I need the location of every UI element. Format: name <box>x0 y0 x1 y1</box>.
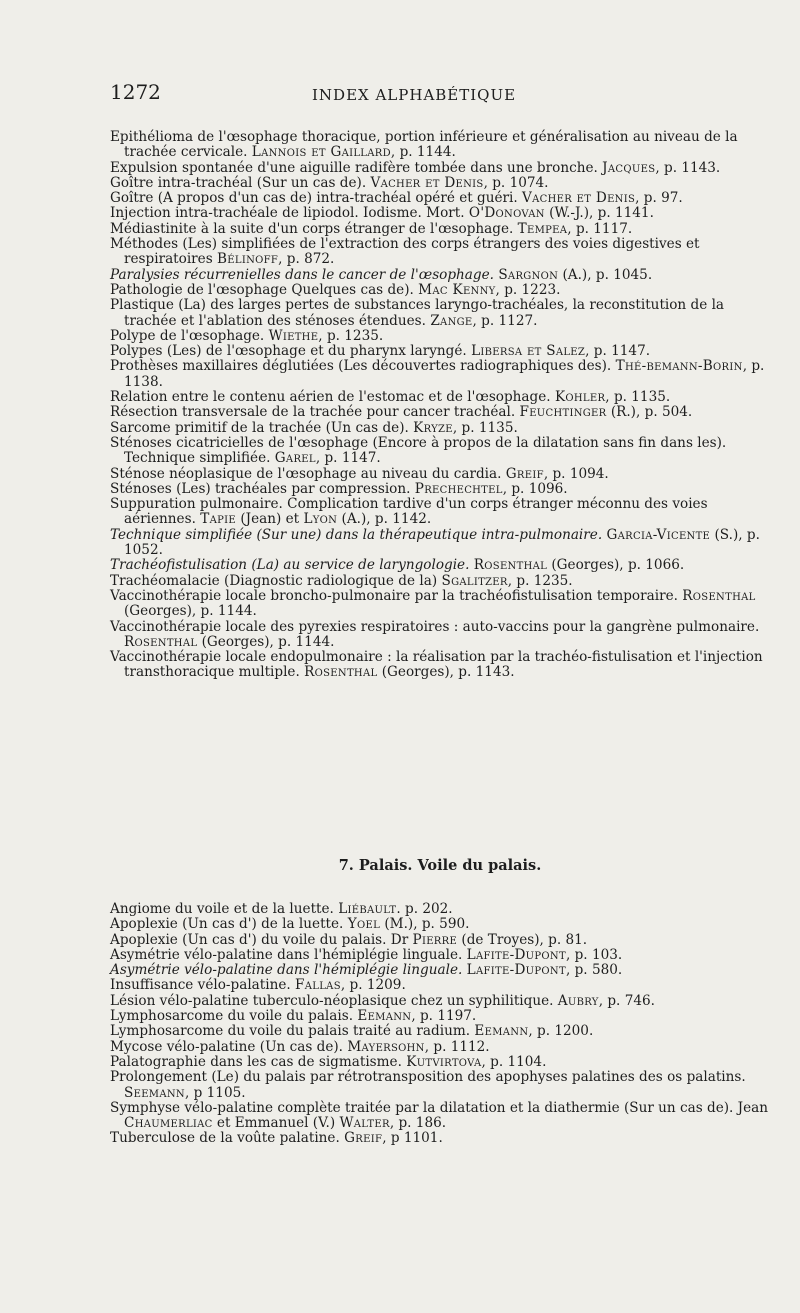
entry-text: Tuberculose de la voûte palatine. <box>110 1130 345 1147</box>
entry-author: Lannois et Gaillard <box>251 144 391 161</box>
index-entry <box>110 1055 770 1070</box>
entry-author: Kutvirtova <box>406 1053 482 1070</box>
index-entry <box>110 176 770 191</box>
entry-text: Goître intra-trachéal (Sur un cas de). <box>110 174 371 191</box>
entry-text: Insuffisance vélo-palatine. <box>110 977 296 994</box>
entry-text: , p. 1096. <box>502 480 568 497</box>
entry-text: Polypes (Les) de l'œsophage et du pharynx laryngé. <box>110 343 472 360</box>
entry-author: Tempea <box>517 220 568 237</box>
index-entry <box>110 994 770 1009</box>
entry-author: Tapie <box>200 511 236 528</box>
index-entry <box>110 917 770 932</box>
entry-text: , p. 746. <box>598 992 655 1009</box>
entry-author: O'Donovan <box>468 205 545 222</box>
entry-text: Suppuration pulmonaire. Complication tardive d'un corps étranger méconnu des voies aériennes. <box>110 496 708 528</box>
index-entry <box>110 467 770 482</box>
entry-author: Eemann <box>474 1023 529 1040</box>
entry-text: Apoplexie (Un cas d') du voile du palais. Dr <box>110 931 413 948</box>
entry-author: Aubry <box>557 992 599 1009</box>
index-entry <box>110 206 770 221</box>
entry-text: , p. 1144. <box>390 144 456 161</box>
entry-author: Mac Kenny <box>418 281 496 298</box>
entry-author: Greif <box>344 1130 383 1147</box>
entry-text: (S.), p. 1052. <box>124 526 760 559</box>
entry-text: , p. 1235. <box>318 327 384 344</box>
entry-author: Thé-bemann-Borin <box>615 358 743 375</box>
entry-text: , p. 1074. <box>483 174 549 191</box>
entry-text: , p. 97. <box>635 190 683 207</box>
entry-text: Symphyse vélo-palatine complète traitée par la dilatation et la diathermie (Sur un cas de). Jean <box>110 1099 769 1116</box>
entry-author: Jacques <box>602 159 656 176</box>
entry-text: Injection intra-trachéale de lipiodol. Iodisme. Mort. <box>110 205 469 222</box>
entry-text: (R.), p. 504. <box>606 404 693 421</box>
entry-text: (de Troyes), p. 81. <box>457 931 588 948</box>
entry-author: Prechechtel <box>414 480 503 497</box>
entry-text: (M.), p. 590. <box>380 916 470 933</box>
entry-text: Lésion vélo-palatine tuberculo-néoplasique chez un syphilitique. <box>110 992 558 1009</box>
entry-text: (A.), p. 1045. <box>558 266 653 283</box>
entry-text: Asymétrie vélo-palatine dans l'hémiplégie linguale. <box>110 946 467 963</box>
entry-text: Expulsion spontanée d'une aiguille radifère tombée dans une bronche. <box>110 159 603 176</box>
entry-author: Bélinoff <box>217 251 279 268</box>
entry-text: Trachéomalacie (Diagnostic radiologique de la) <box>110 572 442 589</box>
entry-text: , p. 186. <box>389 1115 447 1132</box>
entry-text: Sténoses cicatricielles de l'œsophage (Encore à propos de la dilatation sans fin dans les). Technique simplifiée. <box>110 434 727 467</box>
entry-text: , p. 1147. <box>315 450 381 467</box>
index-entry <box>110 1009 770 1024</box>
entry-text: Lymphosarcome du voile du palais traité au radium. <box>110 1023 475 1040</box>
index-entry <box>110 390 770 405</box>
index-entry <box>110 268 770 283</box>
index-entry <box>110 482 770 497</box>
entry-author: Rosenthal <box>124 633 198 650</box>
entry-author: Pierre <box>412 931 458 948</box>
entry-text: Vaccinothérapie locale broncho-pulmonaire par la trachéofistulisation temporaire. <box>110 587 683 604</box>
entry-text: , p. 1112. <box>424 1038 490 1055</box>
entry-author: Vacher et Denis <box>522 190 636 207</box>
index-entry <box>110 589 770 620</box>
entry-author: Seemann <box>124 1084 185 1101</box>
entry-author: Chaumerliac <box>124 1115 213 1132</box>
index-entry <box>110 1131 770 1146</box>
index-entry <box>110 1040 770 1055</box>
entry-author: Libersa et Salez <box>471 343 586 360</box>
entry-text: , p. 1135. <box>452 419 518 436</box>
index-entry <box>110 963 770 978</box>
index-entry <box>110 558 770 573</box>
index-entry <box>110 650 770 681</box>
entry-text: . p. 202. <box>396 901 453 917</box>
entry-author: Yoel <box>347 916 381 933</box>
index-entry <box>110 405 770 420</box>
entry-text: , p. 103. <box>565 946 623 963</box>
entry-text: Médiastinite à la suite d'un corps étranger de l'œsophage. <box>110 220 518 237</box>
index-entry <box>110 130 770 161</box>
entry-text: , p. 872. <box>278 251 335 268</box>
entry-title-italic: Paralysies récurrenielles dans le cancer de l'œsophage. <box>110 266 494 283</box>
entry-text: , p. 1235. <box>507 572 573 589</box>
entry-text: Relation entre le contenu aérien de l'estomac et de l'œsophage. <box>110 389 555 406</box>
entry-author: Garel <box>274 450 316 467</box>
index-entry <box>110 620 770 651</box>
section-title: 7. Palais. Voile du palais. <box>338 857 542 874</box>
index-entry <box>110 436 770 467</box>
index-entry <box>110 161 770 176</box>
entry-text: , p. 1200. <box>528 1023 594 1040</box>
entry-text: Sténoses (Les) trachéales par compression. <box>110 480 415 497</box>
entry-text: , p. 1104. <box>481 1053 547 1070</box>
index-entry <box>110 948 770 963</box>
entry-text: (Georges), p. 1066. <box>547 557 685 574</box>
entry-text: Vaccinothérapie locale endopulmonaire : la réalisation par la trachéo-fistulisation et l'injection transthoracique multiple. <box>110 649 763 681</box>
entry-author: Lafite-Dupont <box>466 946 566 963</box>
entry-author: Walter <box>339 1115 390 1132</box>
entry-author: Sargnon <box>498 266 559 283</box>
entry-title-italic: Asymétrie vélo-palatine dans l'hémiplégie linguale. <box>110 962 463 979</box>
index-entry <box>110 421 770 436</box>
entry-text: , p 1101. <box>382 1130 443 1147</box>
entry-text: (A.), p. 1142. <box>337 511 432 528</box>
entry-text: , p. 580. <box>565 962 623 979</box>
page-number: 1272 <box>110 80 161 104</box>
entry-text: Goître (A propos d'un cas de) intra-trachéal opéré et guéri. <box>110 190 523 207</box>
entry-text: , p. 1135. <box>605 389 671 406</box>
entry-text: Résection transversale de la trachée pour cancer trachéal. <box>110 404 520 421</box>
index-entry <box>110 1101 770 1132</box>
entry-text: (Jean) et <box>236 511 304 528</box>
entry-author: Kohler <box>554 389 606 406</box>
index-entry <box>110 497 770 528</box>
entry-text: , p. 1117. <box>567 220 633 237</box>
entry-text: Polype de l'œsophage. <box>110 327 269 344</box>
entry-text: (W.-J.), p. 1141. <box>544 205 654 222</box>
entry-text: Méthodes (Les) simplifiées de l'extraction des corps étrangers des voies digestives et respiratoires <box>110 236 700 268</box>
entry-author: Wiethe <box>268 327 319 344</box>
index-entry <box>110 237 770 268</box>
entry-author: Vacher et Denis <box>370 174 484 191</box>
entry-author: Sgalitzer <box>441 572 508 589</box>
index-entry <box>110 283 770 298</box>
index-entry <box>110 222 770 237</box>
entry-text: , p. 1223. <box>495 281 561 298</box>
entry-author: Garcia-Vicente <box>606 526 711 543</box>
entry-text: , p. 1147. <box>585 343 651 360</box>
index-entry <box>110 298 770 329</box>
entry-text: , p. 1138. <box>124 358 765 390</box>
entry-title-italic: Technique simplifiée (Sur une) dans la thérapeutique intra-pulmonaire. <box>110 526 603 543</box>
entry-text: Epithélioma de l'œsophage thoracique, portion inférieure et généralisation au niveau de la trachée cervicale. <box>110 129 738 161</box>
entry-author: Rosenthal <box>304 664 378 681</box>
index-entry <box>110 1070 770 1101</box>
running-head: INDEX ALPHABÉTIQUE <box>312 86 517 104</box>
entry-author: Mayersohn <box>347 1038 425 1055</box>
entry-author: Rosenthal <box>682 587 756 604</box>
entry-text: , p. 1127. <box>472 312 538 329</box>
entry-author: Kryze <box>413 419 453 436</box>
entry-text: , p. 1197. <box>411 1008 477 1025</box>
entry-text: Lymphosarcome du voile du palais. <box>110 1008 358 1025</box>
entry-author: Liébault <box>338 901 397 917</box>
entry-text: Angiome du voile et de la luette. <box>110 901 339 917</box>
entry-text: (Georges), p. 1143. <box>377 664 515 681</box>
index-entry <box>110 191 770 206</box>
entry-author: Rosenthal <box>473 557 548 574</box>
entry-text: (Georges), p. 1144. <box>197 633 335 650</box>
index-entry <box>110 344 770 359</box>
index-entry <box>110 574 770 589</box>
entry-text: Sarcome primitif de la trachée (Un cas de). <box>110 419 414 436</box>
index-entry <box>110 528 770 559</box>
entry-author: Feuchtinger <box>519 404 607 421</box>
entry-text: , p. 1094. <box>543 465 609 482</box>
entry-title-italic: Trachéofistulisation (La) au service de laryngologie. <box>110 557 470 574</box>
entry-author: Greif <box>505 465 544 482</box>
entry-text: (Georges), p. 1144. <box>124 603 257 620</box>
index-entry <box>110 978 770 993</box>
entry-author: Eemann <box>357 1008 412 1025</box>
entry-text: Pathologie de l'œsophage Quelques cas de). <box>110 281 419 298</box>
entry-text: , p. 1143. <box>655 159 721 176</box>
entry-text: Plastique (La) des larges pertes de substances laryngo-trachéales, la reconstitution de la trachée et l'ablation des sténoses étendues. <box>110 297 725 329</box>
entry-text: Apoplexie (Un cas d') de la luette. <box>110 916 348 933</box>
index-entries-palais <box>110 902 770 1147</box>
entry-text: Prolongement (Le) du palais par rétrotransposition des apophyses palatines des os palatins. <box>110 1069 746 1086</box>
index-entry <box>110 902 770 917</box>
entry-author: Fallas <box>295 977 341 994</box>
index-entry <box>110 359 770 390</box>
entry-text: et Emmanuel (V.) <box>212 1115 340 1132</box>
entry-author: Lafite-Dupont <box>466 962 566 979</box>
entry-text: Palatographie dans les cas de sigmatisme. <box>110 1053 407 1070</box>
index-entries <box>110 130 770 681</box>
entry-text: Prothèses maxillaires déglutiées (Les découvertes radiographiques des). <box>110 358 616 375</box>
index-entry <box>110 1024 770 1039</box>
entry-author: Zange <box>430 312 473 329</box>
entry-author: Lyon <box>303 511 338 528</box>
entry-text: Sténose néoplasique de l'œsophage au niveau du cardia. <box>110 465 506 482</box>
index-entry <box>110 933 770 948</box>
entry-text: , p. 1209. <box>340 977 406 994</box>
entry-text: Mycose vélo-palatine (Un cas de). <box>110 1038 348 1055</box>
entry-text: , p 1105. <box>184 1084 246 1101</box>
entry-text: Vaccinothérapie locale des pyrexies respiratoires : auto-vaccins pour la gangrène pulmonaire. <box>110 618 760 635</box>
index-entry <box>110 329 770 344</box>
